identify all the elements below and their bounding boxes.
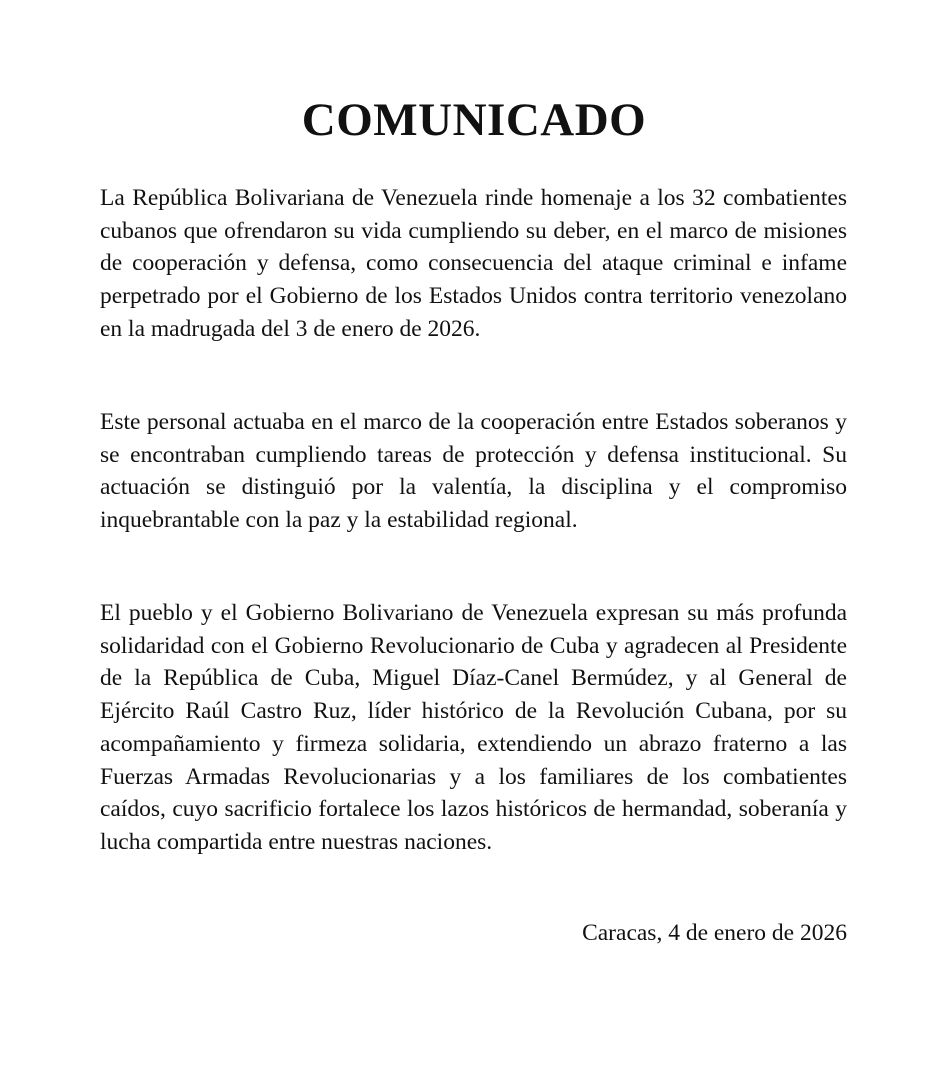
document-title: COMUNICADO bbox=[301, 94, 647, 146]
paragraph-solidarity: El pueblo y el Gobierno Bolivariano de Venezuela expresan su más profunda solidaridad con el Gobierno Revolucionario de Cuba y agradecen al Presidente de la República de Cuba, Miguel Díaz-Canel Bermúdez, y al General de Ejército Raúl Castro Ruz, líder histórico de la Revolución Cubana, por su acompañamiento y firmeza solidaria, extendiendo un abrazo fraterno a las Fuerzas Armadas Revolucionarias y a los familiares de los combatientes caídos, cuyo sacrificio fortalece los lazos históricos de hermandad, soberanía y lucha compartida entre nuestras naciones. bbox=[100, 600, 847, 855]
place-date-signature: Caracas, 4 de enero de 2026 bbox=[582, 920, 847, 946]
paragraph-personnel: Este personal actuaba en el marco de la cooperación entre Estados soberanos y se encontraban cumpliendo tareas de protección y defensa institucional. Su actuación se distinguió por la valentía, la disciplina y el compromiso inquebrantable con la paz y la estabilidad regional. bbox=[100, 409, 847, 534]
paragraph-homage: La República Bolivariana de Venezuela rinde homenaje a los 32 combatientes cubanos que ofrendaron su vida cumpliendo su deber, en el marco de misiones de cooperación y defensa, como consecuencia del ataque criminal e infame perpetrado por el Gobierno de los Estados Unidos contra territorio venezolano en la madrugada del 3 de enero de 2026. bbox=[100, 185, 847, 342]
